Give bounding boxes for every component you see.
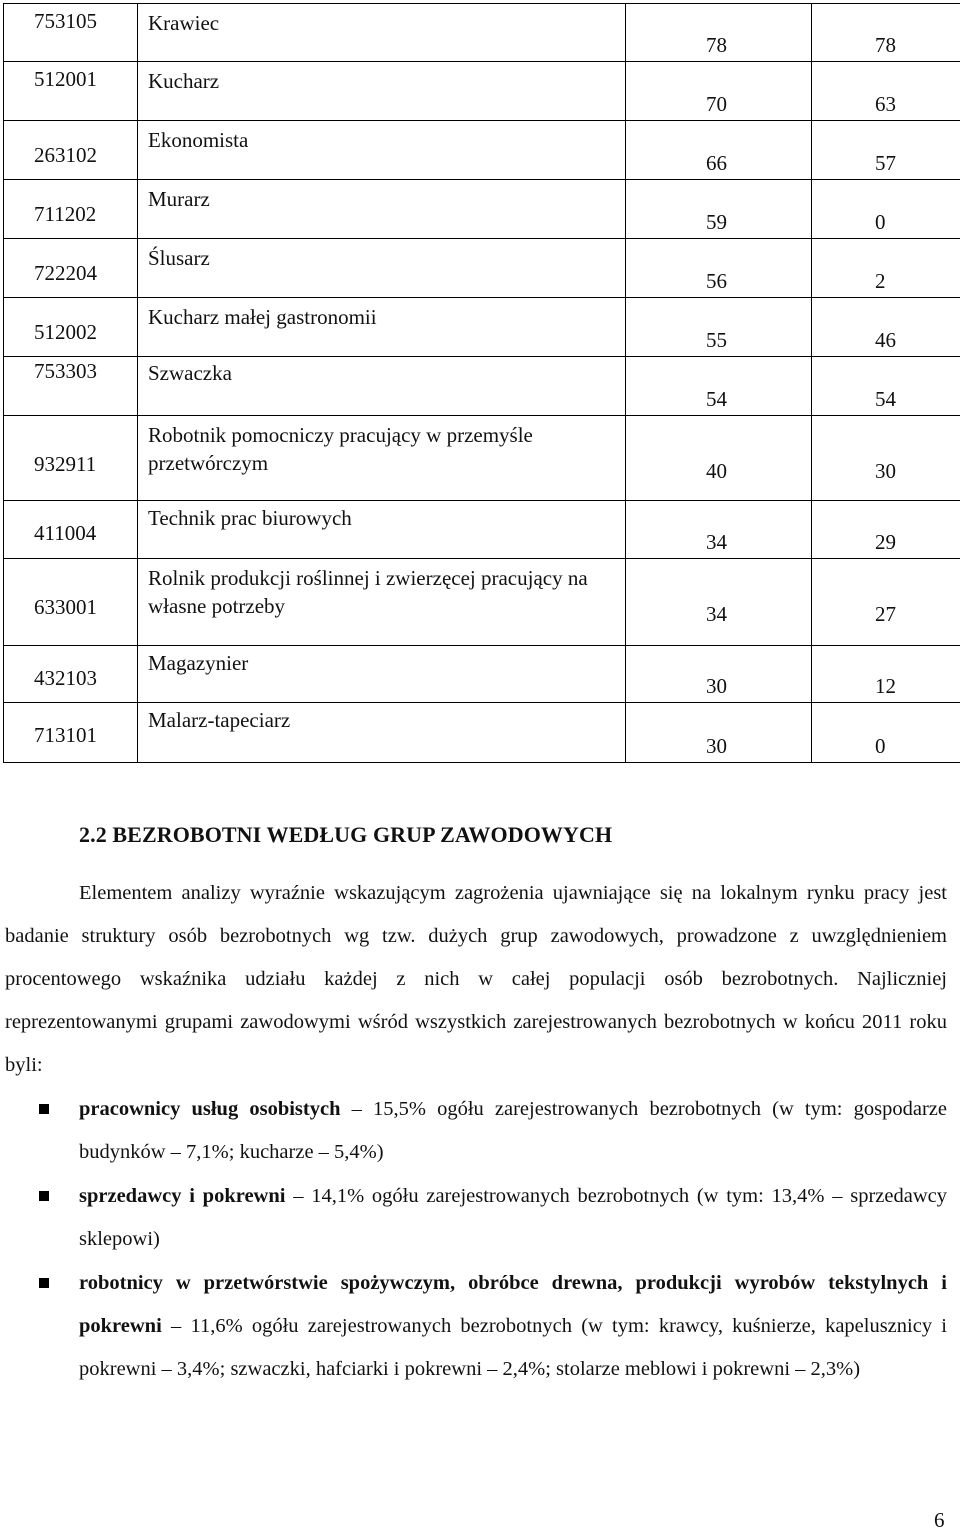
occupation-name: Szwaczka	[138, 357, 626, 416]
bullet-list	[5, 1088, 947, 1392]
square-bullet-icon	[39, 1104, 49, 1114]
occupation-code: 713101	[4, 703, 138, 763]
value-col2: 63	[812, 62, 960, 121]
table-row	[4, 4, 960, 62]
value-col2: 46	[812, 298, 960, 357]
value-col1: 56	[626, 239, 812, 298]
table-row	[4, 416, 960, 501]
occupation-code: 263102	[4, 121, 138, 180]
value-col2: 54	[812, 357, 960, 416]
occupation-code: 512001	[4, 62, 138, 121]
occupation-code: 711202	[4, 180, 138, 239]
bullet-text: – 14,1% ogółu zarejestrowanych bezrobotnych (w tym: 13,4% – sprzedawcy sklepowi)	[79, 1185, 947, 1250]
value-col2: 2	[812, 239, 960, 298]
table-row	[4, 239, 960, 298]
occupation-code: 633001	[4, 559, 138, 646]
bullet-text: – 15,5% ogółu zarejestrowanych bezrobotnych (w tym: gospodarze budynków – 7,1%; kucharze – 5,4%)	[79, 1098, 947, 1163]
value-col1: 34	[626, 501, 812, 559]
bullet-bold-text: robotnicy w przetwórstwie spożywczym, obróbce drewna, produkcji wyrobów tekstylnych i pokrewni	[79, 1272, 947, 1337]
value-col1: 55	[626, 298, 812, 357]
value-col1: 66	[626, 121, 812, 180]
occupation-name: Robotnik pomocniczy pracujący w przemyśle przetwórczym	[138, 416, 626, 501]
occupation-name: Ślusarz	[138, 239, 626, 298]
table-row	[4, 646, 960, 703]
occupation-name: Technik prac biurowych	[138, 501, 626, 559]
value-col1: 34	[626, 559, 812, 646]
value-col1: 30	[626, 646, 812, 703]
value-col1: 70	[626, 62, 812, 121]
value-col2: 0	[812, 180, 960, 239]
occupation-name: Kucharz	[138, 62, 626, 121]
list-item	[5, 1262, 947, 1391]
list-item	[5, 1175, 947, 1261]
paragraph-text: Elementem analizy wyraźnie wskazującym zagrożenia ujawniające się na lokalnym rynku pracy jest badanie struktury osób bezrobotnych wg tzw. dużych grup zawodowych, prowadzone z uwzględnieniem procentowego wskaźnika udziału każdej z nich w całej populacji osób bezrobotnych. Najliczniej reprezentowanymi grupami zawodowymi wśród wszystkich zarejestrowanych bezrobotnych w końcu 2011 roku byli:	[5, 882, 947, 1076]
value-col2: 78	[812, 4, 960, 62]
occupation-code: 411004	[4, 501, 138, 559]
occupation-table	[3, 3, 960, 763]
occupation-name: Malarz-tapeciarz	[138, 703, 626, 763]
square-bullet-icon	[39, 1191, 49, 1201]
value-col2: 12	[812, 646, 960, 703]
value-col2: 27	[812, 559, 960, 646]
occupation-name: Krawiec	[138, 4, 626, 62]
value-col1: 30	[626, 703, 812, 763]
table-row	[4, 121, 960, 180]
table-row	[4, 298, 960, 357]
table-row	[4, 703, 960, 763]
occupation-name: Murarz	[138, 180, 626, 239]
occupation-code: 753105	[4, 4, 138, 62]
bullet-bold-text: pracownicy usług osobistych	[79, 1098, 340, 1120]
occupation-name: Ekonomista	[138, 121, 626, 180]
table-row	[4, 62, 960, 121]
value-col2: 30	[812, 416, 960, 501]
bullet-bold-text: sprzedawcy i pokrewni	[79, 1185, 285, 1207]
section-heading: 2.2 BEZROBOTNI WEDŁUG GRUP ZAWODOWYCH	[79, 822, 612, 848]
value-col2: 0	[812, 703, 960, 763]
page-number: 6	[934, 1508, 945, 1533]
bullet-text: – 11,6% ogółu zarejestrowanych bezrobotnych (w tym: krawcy, kuśnierze, kapelusznicy i pokrewni – 3,4%; szwaczki, hafciarki i pokrewni – 2,4%; stolarze meblowi i pokrewni – 2,3%)	[79, 1315, 947, 1380]
body-paragraph	[5, 872, 947, 1087]
occupation-code: 753303	[4, 357, 138, 416]
table-row	[4, 501, 960, 559]
value-col1: 54	[626, 357, 812, 416]
table-row	[4, 180, 960, 239]
square-bullet-icon	[39, 1278, 49, 1288]
value-col2: 57	[812, 121, 960, 180]
table-row	[4, 559, 960, 646]
occupation-name: Rolnik produkcji roślinnej i zwierzęcej pracujący na własne potrzeby	[138, 559, 626, 646]
value-col1: 40	[626, 416, 812, 501]
value-col2: 29	[812, 501, 960, 559]
value-col1: 59	[626, 180, 812, 239]
table-row	[4, 357, 960, 416]
occupation-code: 512002	[4, 298, 138, 357]
value-col1: 78	[626, 4, 812, 62]
occupation-code: 432103	[4, 646, 138, 703]
occupation-code: 932911	[4, 416, 138, 501]
list-item	[5, 1088, 947, 1174]
occupation-name: Magazynier	[138, 646, 626, 703]
occupation-code: 722204	[4, 239, 138, 298]
occupation-name: Kucharz małej gastronomii	[138, 298, 626, 357]
